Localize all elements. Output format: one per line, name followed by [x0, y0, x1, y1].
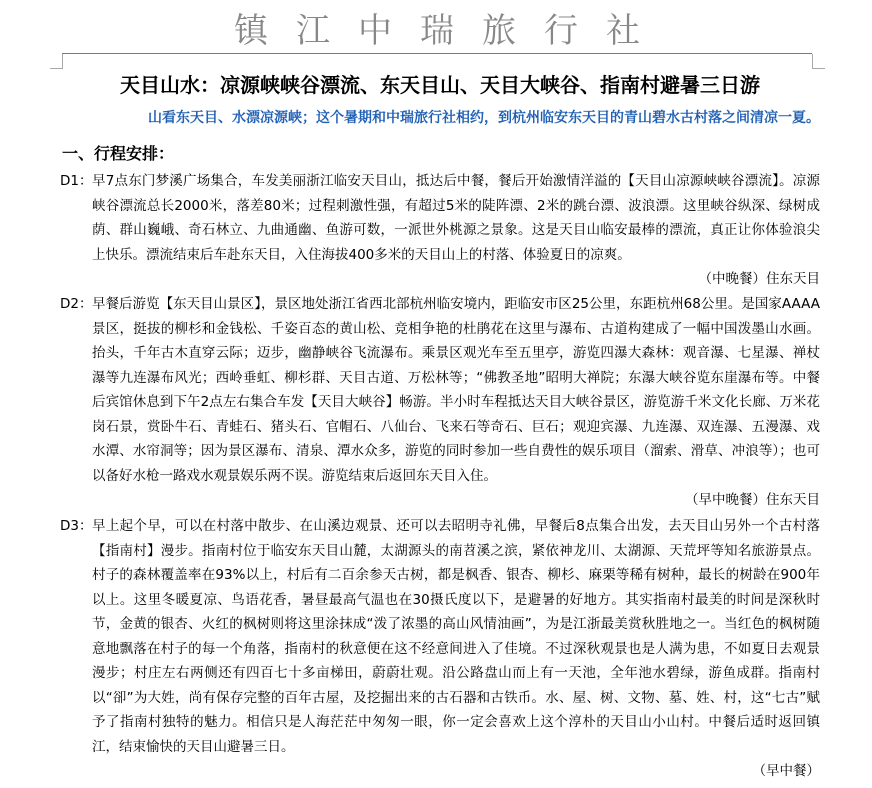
itinerary-day-2 [60, 292, 820, 513]
day-description: 早7点东门梦溪广场集合，车发美丽浙江临安天目山，抵达后中餐，餐后开始激情洋溢的【天目山凉源峡峡谷漂流】。凉源峡谷漂流总长2000米，落差80米；过程刺激性强，有超过5米的陡阵漂、2米的跳台漂、波浪漂。这里峡谷纵深、绿树成荫、群山巍峨、奇石林立、九曲通幽、鱼游可数，一派世外桃源之景象。这是天目山临安最棒的漂流，真正让你体验浪尖上快乐。漂流结束后车赴东天目，入住海拔400多米的天目山上的村落、体验夏日的凉爽。 [92, 173, 820, 263]
day-meals: （早中餐） [752, 763, 820, 779]
company-name: 镇江中瑞旅行社 [234, 11, 668, 51]
section-heading: 一、行程安排： [62, 144, 175, 163]
page-title: 天目山水：凉源峡峡谷漂流、东天目山、天目大峡谷、指南村避暑三日游 [120, 73, 760, 97]
day-label: D2： [60, 296, 93, 312]
day-label: D1： [60, 173, 93, 189]
page-subtitle: 山看东天目、水漂凉源峡；这个暑期和中瑞旅行社相约，到杭州临安东天目的青山碧水古村落之间清凉一夏。 [148, 110, 820, 126]
day-description: 早上起个早，可以在村落中散步、在山溪边观景、还可以去昭明寺礼佛，早餐后8点集合出发，去天目山另外一个古村落【指南村】漫步。指南村位于临安东天目山麓，太湖源头的南苕溪之滨，紧依神龙川、太湖源、天荒坪等知名旅游景点。村子的森林覆盖率在93%以上，村后有二百余参天古树，都是枫香、银杏、柳杉、麻栗等稀有树种，最长的树龄在900年以上。这里冬暖夏凉、鸟语花香，暑昼最高气温也在30摄氏度以下，是避暑的好地方。其实指南村最美的时间是深秋时节，金黄的银杏、火红的枫树则将这里涂抹成“泼了浓墨的高山风情油画”，为是江浙最美赏秋胜地之一。当红色的枫树随意地飘落在村子的每一个角落，指南村的秋意便在这不经意间进入了佳境。不过深秋观景也是人满为患，不如夏日去观景漫步；村庄左右两侧还有四百七十多亩梯田，蔚蔚壮观。沿公路盘山而上有一天池，全年池水碧绿，游鱼成群。指南村以“卻”为大姓，尚有保存完整的百年古屋，及挖掘出来的古石器和古铁币。水、屋、树、文物、墓、姓、村，这“七古”赋予了指南村独特的魅力。相信只是人海茫茫中匆匆一眼，你一定会喜欢上这个淳朴的天目山小山村。中餐后适时返回镇江，结束愉快的天目山避暑三日。 [92, 518, 820, 755]
itinerary-day-1 [60, 169, 820, 292]
itinerary-day-3 [60, 514, 820, 784]
day-description: 早餐后游览【东天目山景区】，景区地处浙江省西北部杭州临安境内，距临安市区25公里，东距杭州68公里。是国家AAAA景区，挺拔的柳杉和金钱松、千姿百态的黄山松、竞相争艳的杜鹃花在这里与瀑布、古道构建成了一幅中国泼墨山水画。抬头，千年古木直穿云际；迈步，幽静峡谷飞流瀑布。乘景区观光车至五里亭，游览四瀑大森林：观音瀑、七星瀑、禅杖瀑等九连瀑布风光；西岭垂虹、柳杉群、天目古道、万松林等；“佛教圣地”昭明大禅院；东瀑大峡谷览东崖瀑布等。中餐后宾馆休息到下午2点左右集合车发【天目大峡谷】畅游。半小时车程抵达天目大峡谷景区，游览游千米文化长廊、万米花岗石景，赏卧牛石、青蛙石、猪头石、官帽石、八仙台、飞来石等奇石、巨石；观迎宾瀑、九连瀑、双连瀑、五漫瀑、戏水潭、水帘洞等；因为景区瀑布、清泉、潭水众多，游览的同时参加一些自费性的娱乐项目（溜索、滑草、冲浪等）；也可以备好水枪一路戏水观景娱乐两不误。游览结束后返回东天目入住。 [92, 296, 820, 484]
day-meals: （早中晚餐）住东天目 [685, 492, 820, 508]
header-corner-mark-right [812, 54, 825, 69]
header-corner-mark-left [50, 54, 63, 69]
day-label: D3： [60, 518, 93, 534]
day-meals: （中晚餐）住东天目 [698, 271, 820, 287]
